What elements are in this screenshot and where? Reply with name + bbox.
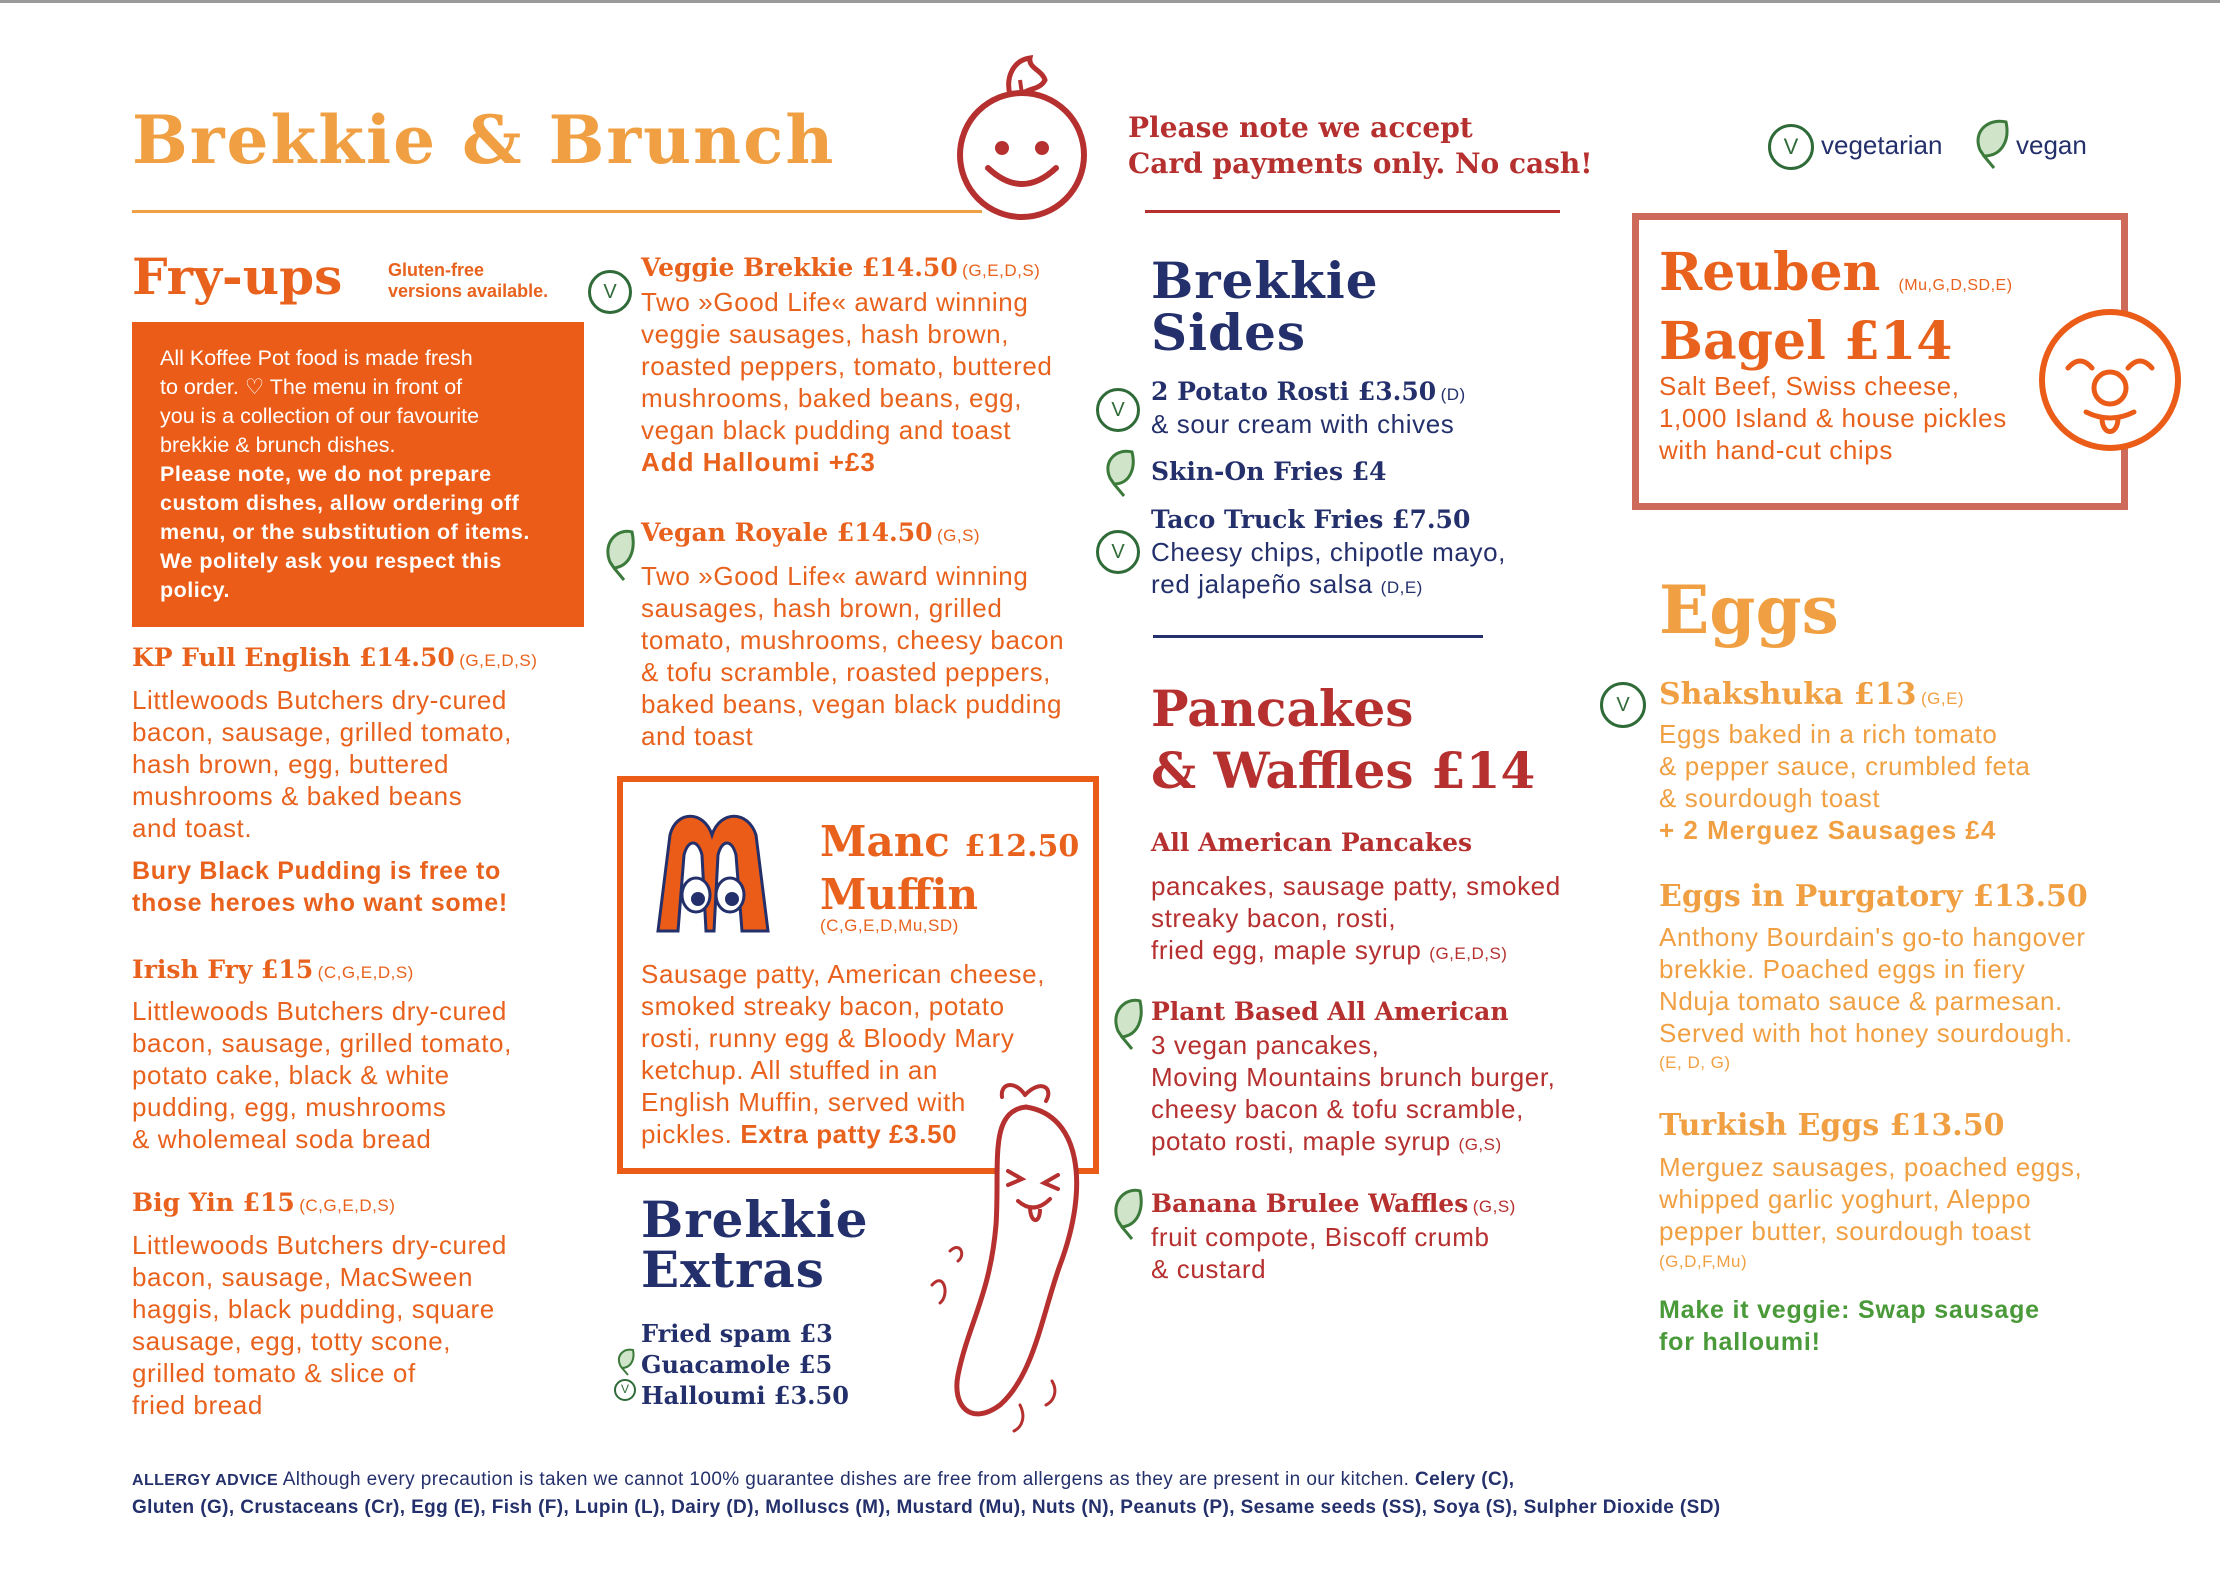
vegetarian-icon: V	[1600, 682, 1646, 728]
policy-bold-line: custom dishes, allow ordering off	[160, 491, 520, 515]
desc-line: cheesy bacon & tofu scramble,	[1151, 1094, 1524, 1124]
turkish-eggs: Turkish Eggs £13.50	[1659, 1108, 2005, 1143]
extras-title-line: Brekkie	[641, 1190, 869, 1249]
desc-line: fried bread	[132, 1390, 263, 1420]
vegetarian-icon: V	[588, 270, 632, 314]
shakshuka	[1659, 677, 1965, 712]
policy-bold-line: Please note, we do not prepare	[160, 462, 492, 486]
note-line: those heroes who want some!	[132, 889, 508, 917]
allergy-list: Gluten (G), Crustaceans (Cr), Egg (E), Fish (F), Lupin (L), Dairy (D), Molluscs (M), Mustard (Mu), Nuts (N), Peanuts (P), Sesame seeds (SS), Soya (S), Sulpher Dioxide (SD)	[132, 1497, 1721, 1518]
desc-line: grilled tomato & slice of	[132, 1358, 416, 1388]
sides-title-line: Brekkie	[1151, 251, 1379, 310]
desc-line: Littlewoods Butchers dry-cured	[132, 996, 507, 1026]
desc-line: brekkie. Poached eggs in fiery	[1659, 954, 2026, 984]
allergy-advice	[132, 1466, 2192, 1521]
sides-title	[1151, 251, 1379, 362]
shakshuka-description	[1659, 718, 2031, 846]
m-arches-icon	[650, 805, 780, 937]
vegetarian-icon: V	[614, 1379, 636, 1401]
gf-line-1: Gluten-free	[388, 260, 485, 280]
item-allergens: (G,E,D,S)	[459, 651, 538, 670]
item-name: Irish Fry £15	[132, 955, 314, 984]
note-line: Make it veggie: Swap sausage	[1659, 1296, 2040, 1324]
all-american-pancakes: All American Pancakes	[1151, 828, 1473, 857]
turkish-description	[1659, 1151, 2082, 1277]
desc-line: Salt Beef, Swiss cheese,	[1659, 371, 1960, 401]
gluten-free-note	[388, 260, 548, 302]
plant-description	[1151, 1029, 1556, 1161]
desc-line: mushrooms & baked beans	[132, 781, 463, 811]
big-yin-description	[132, 1229, 507, 1421]
desc-line: Littlewoods Butchers dry-cured	[132, 1230, 507, 1260]
desc-line: red jalapeño salsa	[1151, 569, 1373, 599]
vegan-description	[641, 560, 1064, 752]
desc-line: pudding, egg, mushrooms	[132, 1092, 447, 1122]
desc-line: streaky bacon, rosti,	[1151, 903, 1397, 933]
plant-based-all-american: Plant Based All American	[1151, 997, 1509, 1026]
allergy-label: ALLERGY ADVICE	[132, 1472, 279, 1489]
page-title: Brekkie & Brunch	[132, 101, 836, 179]
black-pudding-note	[132, 855, 508, 919]
notice-line-1: Please note we accept	[1128, 111, 1473, 144]
card-only-notice	[1128, 110, 1593, 182]
desc-line: sausages, hash brown, grilled	[641, 593, 1003, 623]
notice-line-2: Card payments only. No cash!	[1128, 147, 1593, 180]
allergy-text: Although every precaution is taken we cannot 100% guarantee dishes are free from allergens as they are present in our kitchen.	[282, 1469, 1410, 1490]
allergy-list: Celery (C),	[1415, 1469, 1515, 1490]
desc-line: bacon, sausage, grilled tomato,	[132, 1028, 512, 1058]
desc-line: Served with hot honey sourdough.	[1659, 1018, 2073, 1048]
potato-rosti	[1151, 377, 1466, 407]
taco-description	[1151, 536, 1506, 604]
vegetarian-icon: V	[1096, 530, 1140, 574]
desc-line: & tofu scramble, roasted peppers,	[641, 657, 1052, 687]
desc-line: 3 vegan pancakes,	[1151, 1030, 1380, 1060]
vegetarian-legend-label: vegetarian	[1821, 130, 1943, 160]
title-underline	[132, 210, 982, 213]
desc-line: smoked streaky bacon, potato	[641, 991, 1005, 1021]
desc-line: Cheesy chips, chipotle mayo,	[1151, 537, 1506, 567]
desc-line: hash brown, egg, buttered	[132, 749, 450, 779]
desc-line: Littlewoods Butchers dry-cured	[132, 685, 507, 715]
manc-title-line: Muffin	[820, 870, 978, 919]
item-name: Veggie Brekkie £14.50	[641, 253, 958, 282]
item-allergens: (G,S)	[936, 526, 981, 545]
desc-line: fried egg, maple syrup	[1151, 935, 1422, 965]
policy-line: brekkie & brunch dishes.	[160, 433, 396, 457]
item-name: Shakshuka £13	[1659, 677, 1917, 712]
vegan-royale	[641, 518, 980, 548]
top-border	[0, 0, 2220, 3]
desc-line: bacon, sausage, MacSween	[132, 1262, 474, 1292]
item-name: Big Yin £15	[132, 1188, 295, 1217]
vegan-leaf-icon	[602, 526, 638, 582]
desc-line: Merguez sausages, poached eggs,	[1659, 1152, 2083, 1182]
policy-line: All Koffee Pot food is made fresh	[160, 346, 473, 370]
taco-truck-fries: Taco Truck Fries £7.50	[1151, 505, 1471, 534]
desc-line: Sausage patty, American cheese,	[641, 959, 1046, 989]
desc-line: with hand-cut chips	[1659, 435, 1893, 465]
desc-line: Moving Mountains brunch burger,	[1151, 1062, 1556, 1092]
vegan-leaf-icon	[616, 1347, 638, 1377]
extra-item: Guacamole £5	[641, 1350, 833, 1379]
vegan-leaf-icon	[1110, 995, 1146, 1051]
gf-line-2: versions available.	[388, 281, 549, 301]
vegan-legend-icon	[1972, 116, 2012, 172]
item-allergens: (C,G,E,D,S)	[317, 963, 414, 982]
kp-description	[132, 684, 512, 844]
desc-line: rosti, runny egg & Bloody Mary	[641, 1023, 1015, 1053]
item-allergens: (G,S)	[1458, 1135, 1502, 1154]
banana-description	[1151, 1221, 1490, 1285]
sides-divider	[1153, 635, 1483, 638]
extras-title-line: Extras	[641, 1240, 825, 1299]
desc-line: & sourdough toast	[1659, 783, 1881, 813]
desc-line: Anthony Bourdain's go-to hangover	[1659, 922, 2086, 952]
extra-item: Fried spam £3	[641, 1319, 833, 1348]
note-line: Bury Black Pudding is free to	[132, 857, 501, 885]
notice-underline	[1145, 210, 1560, 213]
banana-brulee-waffles	[1151, 1189, 1516, 1219]
desc-line: sausage, egg, totty scone,	[132, 1326, 452, 1356]
manc-allergens: (C,G,E,D,Mu,SD)	[820, 916, 959, 935]
item-allergens: (C,G,E,D,S)	[299, 1196, 396, 1215]
desc-line: Eggs baked in a rich tomato	[1659, 719, 1998, 749]
item-name: KP Full English £14.50	[132, 643, 455, 672]
item-allergens: (G,S)	[1472, 1197, 1516, 1216]
vegan-leaf-icon	[1110, 1185, 1146, 1241]
extras-title	[641, 1190, 869, 1299]
tomato-smiley-icon	[950, 50, 1100, 225]
veggie-brekkie	[641, 253, 1040, 283]
sides-title-line: Sides	[1151, 303, 1307, 362]
desc-line: pickles.	[641, 1119, 733, 1149]
merguez-addon: + 2 Merguez Sausages £4	[1659, 815, 1997, 845]
desc-line: pepper butter, sourdough toast	[1659, 1216, 2032, 1246]
policy-notice-box	[132, 322, 584, 627]
desc-line: pancakes, sausage patty, smoked	[1151, 871, 1561, 901]
reuben-title	[1659, 242, 2013, 372]
desc-line: and toast.	[132, 813, 253, 843]
halloumi-addon: Add Halloumi +£3	[641, 447, 876, 477]
desc-line: & custard	[1151, 1254, 1267, 1284]
irish-fry	[132, 955, 414, 985]
item-allergens: (E, D, G)	[1659, 1053, 1731, 1072]
desc-line: Nduja tomato sauce & parmesan.	[1659, 986, 2063, 1016]
reuben-description	[1659, 370, 2007, 466]
reuben-title-line: Bagel £14	[1659, 311, 1953, 372]
pancakes-title	[1151, 678, 1535, 802]
policy-bold-line: We politely ask you respect this	[160, 549, 502, 573]
desc-line: Two »Good Life« award winning	[641, 561, 1029, 591]
policy-line: you is a collection of our favourite	[160, 404, 480, 428]
desc-line: & wholemeal soda bread	[132, 1124, 432, 1154]
bagel-face-icon	[2030, 300, 2190, 460]
manc-price: £12.50	[964, 829, 1080, 864]
desc-line: mushrooms, baked beans, egg,	[641, 383, 1023, 413]
item-name: Banana Brulee Waffles	[1151, 1189, 1469, 1218]
skin-on-fries: Skin-On Fries £4	[1151, 457, 1387, 486]
make-it-veggie-note	[1659, 1294, 2040, 1358]
item-allergens: (Mu,G,D,SD,E)	[1898, 277, 2013, 294]
desc-line: potato rosti, maple syrup	[1151, 1126, 1451, 1156]
item-name: 2 Potato Rosti £3.50	[1151, 377, 1437, 406]
veggie-description	[641, 286, 1053, 478]
note-line: for halloumi!	[1659, 1328, 1821, 1356]
eggs-title: Eggs	[1659, 571, 1839, 649]
irish-description	[132, 995, 512, 1155]
desc-line: roasted peppers, tomato, buttered	[641, 351, 1053, 381]
desc-line: tomato, mushrooms, cheesy bacon	[641, 625, 1065, 655]
item-allergens: (G,E,D,S)	[962, 261, 1041, 280]
sausage-character-icon	[930, 1075, 1105, 1437]
desc-line: whipped garlic yoghurt, Aleppo	[1659, 1184, 2032, 1214]
american-description	[1151, 870, 1561, 970]
kp-full-english	[132, 643, 592, 673]
desc-line: 1,000 Island & house pickles	[1659, 403, 2007, 433]
eggs-in-purgatory: Eggs in Purgatory £13.50	[1659, 879, 2088, 914]
desc-line: Two »Good Life« award winning	[641, 287, 1029, 317]
desc-line: English Muffin, served with	[641, 1087, 966, 1117]
policy-bold-line: policy.	[160, 578, 231, 602]
big-yin	[132, 1188, 395, 1218]
rosti-description: & sour cream with chives	[1151, 409, 1455, 439]
item-allergens: (D,E)	[1380, 578, 1423, 597]
reuben-title-line: Reuben	[1659, 242, 1881, 303]
desc-line: vegan black pudding and toast	[641, 415, 1012, 445]
item-allergens: (G,E)	[1920, 689, 1965, 708]
extra-item: Halloumi £3.50	[641, 1381, 849, 1410]
manc-title-line: Manc	[820, 817, 950, 866]
desc-line: veggie sausages, hash brown,	[641, 319, 1010, 349]
desc-line: haggis, black pudding, square	[132, 1294, 495, 1324]
item-allergens: (G,D,F,Mu)	[1659, 1252, 1748, 1271]
desc-line: bacon, sausage, grilled tomato,	[132, 717, 512, 747]
fryups-title: Fry-ups	[132, 247, 343, 306]
desc-line: and toast	[641, 721, 754, 751]
vegetarian-legend-icon: V	[1768, 124, 1814, 170]
purgatory-description	[1659, 921, 2086, 1077]
extras-list	[641, 1318, 849, 1411]
item-allergens: (G,E,D,S)	[1429, 944, 1508, 963]
policy-line: to order. ♡ The menu in front of	[160, 375, 463, 399]
pancakes-title-line: & Waffles £14	[1151, 741, 1536, 800]
vegan-legend-label: vegan	[2016, 130, 2087, 160]
desc-line: & pepper sauce, crumbled feta	[1659, 751, 2031, 781]
desc-line: baked beans, vegan black pudding	[641, 689, 1063, 719]
vegetarian-icon: V	[1096, 388, 1140, 432]
manc-title	[820, 818, 1079, 919]
pancakes-title-line: Pancakes	[1151, 679, 1414, 738]
vegan-leaf-icon	[1102, 446, 1138, 498]
desc-line: ketchup. All stuffed in an	[641, 1055, 938, 1085]
desc-line: fruit compote, Biscoff crumb	[1151, 1222, 1490, 1252]
policy-bold-line: menu, or the substitution of items.	[160, 520, 530, 544]
desc-line: potato cake, black & white	[132, 1060, 450, 1090]
item-allergens: (D)	[1440, 385, 1466, 404]
extra-patty: Extra patty £3.50	[740, 1119, 958, 1149]
item-name: Vegan Royale £14.50	[641, 518, 933, 547]
